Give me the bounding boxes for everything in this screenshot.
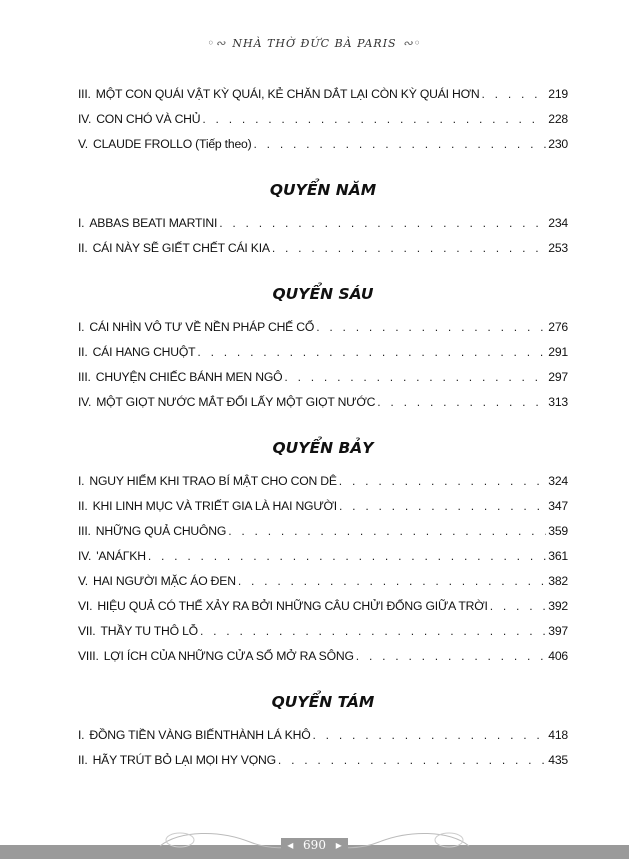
chapter-page-number: 234 <box>548 216 568 230</box>
chapter-number: VI. <box>78 599 93 613</box>
chapter-page-number: 219 <box>548 87 568 101</box>
chapter-number: II. <box>78 241 88 255</box>
chapter-title: THẦY TU THÔ LỖ <box>100 624 198 638</box>
toc-entry <box>78 599 568 624</box>
chapter-title: HIỆU QUẢ CÓ THỂ XẢY RA BỞI NHỮNG CÂU CHỬI ĐỔNG GIỮA TRỜI <box>97 599 488 613</box>
dot-leader <box>278 753 546 767</box>
dot-leader <box>228 524 546 538</box>
chapter-title: CÁI HANG CHUỘT <box>92 345 196 359</box>
dot-leader <box>200 624 546 638</box>
toc-entry <box>78 753 568 778</box>
dot-leader <box>313 728 547 742</box>
toc-entry <box>78 624 568 649</box>
chapter-page-number: 276 <box>548 320 568 334</box>
chapter-page-number: 406 <box>548 649 568 663</box>
chapter-title: MỘT GIỌT NƯỚC MẮT ĐỔI LẤY MỘT GIỌT NƯỚC <box>96 395 376 409</box>
toc-entry <box>78 112 568 137</box>
chapter-page-number: 297 <box>548 370 568 384</box>
dot-leader <box>272 241 546 255</box>
dot-leader <box>238 574 546 588</box>
chapter-page-number: 347 <box>548 499 568 513</box>
toc-entry <box>78 87 568 112</box>
toc-entry <box>78 524 568 549</box>
chapter-number: IV. <box>78 549 92 563</box>
chapter-page-number: 230 <box>548 137 568 151</box>
chapter-number: III. <box>78 87 91 101</box>
table-of-contents <box>78 87 568 778</box>
dot-leader <box>197 345 546 359</box>
section-heading: QUYỂN NĂM <box>269 181 377 199</box>
dot-leader <box>253 137 546 151</box>
section-heading: QUYỂN TÁM <box>271 693 375 711</box>
dot-leader <box>339 499 546 513</box>
chapter-title: MỘT CON QUÁI VẬT KỲ QUÁI, KẺ CHĂN DẮT LẠI CÒN KỲ QUÁI HƠN <box>95 87 480 101</box>
page-footer <box>0 828 629 859</box>
chapter-title: HAI NGƯỜI MẶC ÁO ĐEN <box>93 574 236 588</box>
chapter-page-number: 253 <box>548 241 568 255</box>
dot-leader <box>490 599 547 613</box>
toc-entry <box>78 370 568 395</box>
chapter-number: III. <box>78 370 91 384</box>
section-heading: QUYỂN BẢY <box>272 439 374 457</box>
chapter-number: II. <box>78 753 88 767</box>
toc-entry <box>78 320 568 345</box>
dot-leader <box>377 395 546 409</box>
chapter-title: ĐỒNG TIỀN VÀNG BIẾNTHÀNH LÁ KHÔ <box>89 728 311 742</box>
dot-leader <box>316 320 546 334</box>
chapter-page-number: 313 <box>548 395 568 409</box>
chapter-number: I. <box>78 474 85 488</box>
chapter-title: HÃY TRÚT BỎ LẠI MỌI HY VỌNG <box>92 753 276 767</box>
toc-entry <box>78 345 568 370</box>
chapter-number: I. <box>78 728 85 742</box>
running-head <box>0 36 629 50</box>
toc-entry <box>78 241 568 266</box>
toc-entry <box>78 574 568 599</box>
chapter-page-number: 291 <box>548 345 568 359</box>
chapter-number: V. <box>78 574 88 588</box>
chapter-title: 'ANÁΓKH <box>96 549 146 563</box>
page-number-text: 690 <box>297 838 332 852</box>
chapter-number: IV. <box>78 395 92 409</box>
chapter-number: V. <box>78 137 88 151</box>
chapter-number: VIII. <box>78 649 99 663</box>
left-ornament-icon: ◦∾ <box>207 36 227 50</box>
dot-leader <box>219 216 546 230</box>
chapter-number: VII. <box>78 624 96 638</box>
chapter-page-number: 359 <box>548 524 568 538</box>
chapter-title: NHỮNG QUẢ CHUÔNG <box>95 524 227 538</box>
chapter-page-number: 418 <box>548 728 568 742</box>
chapter-title: CON CHÓ VÀ CHỦ <box>96 112 201 126</box>
chapter-title: KHI LINH MỤC VÀ TRIẾT GIA LÀ HAI NGƯỜI <box>92 499 337 513</box>
chapter-page-number: 392 <box>548 599 568 613</box>
toc-entry <box>78 395 568 420</box>
right-ornament-icon: ∾◦ <box>402 36 422 50</box>
dot-leader <box>202 112 546 126</box>
dot-leader <box>284 370 546 384</box>
chapter-number: III. <box>78 524 91 538</box>
chapter-title: CLAUDE FROLLO (Tiếp theo) <box>93 137 252 151</box>
toc-entry <box>78 549 568 574</box>
chapter-title: ABBAS BEATI MARTINI <box>89 216 218 230</box>
chapter-number: IV. <box>78 112 92 126</box>
chapter-title: NGUY HIỂM KHI TRAO BÍ MẬT CHO CON DÊ <box>89 474 337 488</box>
toc-entry <box>78 649 568 674</box>
toc-entry <box>78 216 568 241</box>
toc-entry <box>78 137 568 162</box>
chapter-title: CHUYỆN CHIẾC BÁNH MEN NGÔ <box>95 370 283 384</box>
toc-entry <box>78 499 568 524</box>
chapter-page-number: 361 <box>548 549 568 563</box>
dot-leader <box>339 474 546 488</box>
toc-entry <box>78 474 568 499</box>
toc-entry <box>78 728 568 753</box>
running-head-text: NHÀ THỜ ĐỨC BÀ PARIS <box>232 37 397 50</box>
chapter-number: II. <box>78 345 88 359</box>
chapter-title: LỢI ÍCH CỦA NHỮNG CỬA SỔ MỞ RA SÔNG <box>103 649 354 663</box>
dot-leader <box>356 649 547 663</box>
chapter-page-number: 435 <box>548 753 568 767</box>
dot-leader <box>148 549 546 563</box>
chapter-number: I. <box>78 216 85 230</box>
dot-leader <box>481 87 546 101</box>
chapter-number: I. <box>78 320 85 334</box>
chapter-page-number: 382 <box>548 574 568 588</box>
chapter-number: II. <box>78 499 88 513</box>
section-heading: QUYỂN SÁU <box>272 285 374 303</box>
chapter-title: CÁI NÀY SẼ GIẾT CHẾT CÁI KIA <box>92 241 270 255</box>
chapter-page-number: 324 <box>548 474 568 488</box>
chapter-title: CÁI NHÌN VÔ TƯ VỀ NỀN PHÁP CHẾ CỔ <box>89 320 315 334</box>
page-number: ◂ 690 ▸ <box>0 838 629 852</box>
chapter-page-number: 228 <box>548 112 568 126</box>
chapter-page-number: 397 <box>548 624 568 638</box>
